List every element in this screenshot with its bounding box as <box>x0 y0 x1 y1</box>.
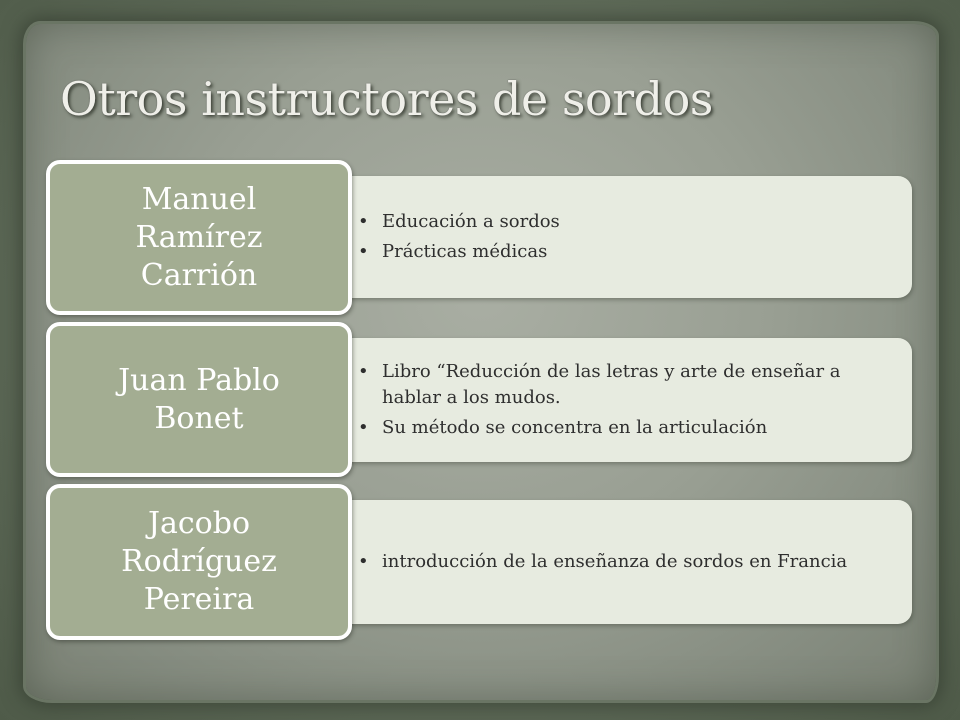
bullet-text: Prácticas médicas <box>382 241 548 262</box>
bullet-text: Libro “Reducción de las letras y arte de enseñar a hablar a los mudos. <box>382 361 841 408</box>
bullet-list <box>356 355 896 445</box>
description-card <box>290 338 912 462</box>
bullet-icon: • <box>358 361 369 382</box>
instructor-name: Manuel Ramírez Carrión <box>135 181 263 293</box>
name-box <box>46 160 352 315</box>
list-item <box>356 239 560 265</box>
bullet-icon: • <box>358 417 369 438</box>
bullet-list <box>356 205 560 269</box>
list-item <box>356 359 896 411</box>
list-item <box>356 549 847 575</box>
description-card <box>290 500 912 624</box>
bullet-icon: • <box>358 551 369 572</box>
description-card <box>290 176 912 298</box>
slide-title: Otros instructores de sordos <box>60 72 713 126</box>
bullet-icon: • <box>358 211 369 232</box>
bullet-text: introducción de la enseñanza de sordos en Francia <box>382 551 848 572</box>
list-item <box>356 415 896 441</box>
name-box <box>46 484 352 640</box>
bullet-icon: • <box>358 241 369 262</box>
bullet-list <box>356 545 847 579</box>
instructor-name: Jacobo Rodríguez Pereira <box>121 506 277 617</box>
instructor-name: Juan Pablo Bonet <box>118 362 280 436</box>
bullet-text: Educación a sordos <box>382 211 560 232</box>
list-item <box>356 209 560 235</box>
name-box <box>46 322 352 477</box>
bullet-text: Su método se concentra en la articulación <box>382 417 768 438</box>
